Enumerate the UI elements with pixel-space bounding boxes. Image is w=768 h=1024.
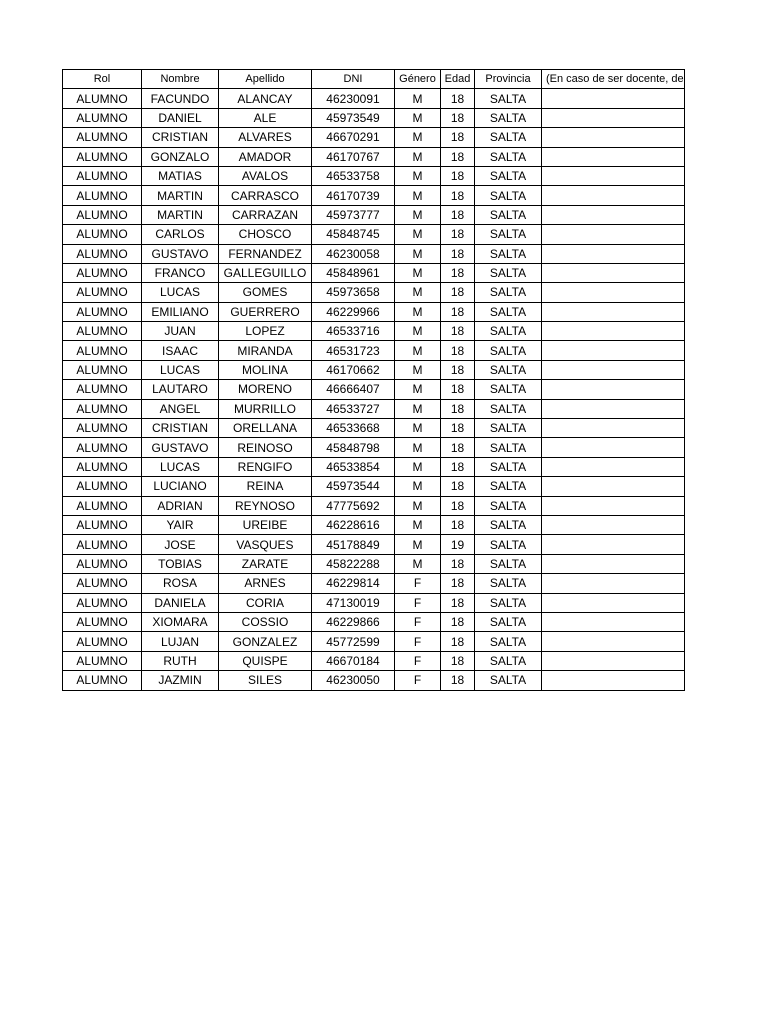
- cell-edad: 18: [441, 360, 475, 379]
- cell-nombre: MARTIN: [142, 205, 219, 224]
- cell-nombre: ADRIAN: [142, 496, 219, 515]
- cell-provincia: SALTA: [475, 380, 542, 399]
- cell-docente-note: [542, 574, 685, 593]
- cell-nombre: LUCAS: [142, 283, 219, 302]
- cell-rol: ALUMNO: [63, 496, 142, 515]
- cell-apellido: MIRANDA: [219, 341, 312, 360]
- cell-nombre: GUSTAVO: [142, 244, 219, 263]
- cell-rol: ALUMNO: [63, 263, 142, 282]
- cell-nombre: TOBIAS: [142, 554, 219, 573]
- cell-docente-note: [542, 593, 685, 612]
- cell-genero: M: [395, 108, 441, 127]
- cell-nombre: EMILIANO: [142, 302, 219, 321]
- cell-docente-note: [542, 671, 685, 690]
- cell-rol: ALUMNO: [63, 89, 142, 108]
- cell-docente-note: [542, 477, 685, 496]
- cell-nombre: LUJAN: [142, 632, 219, 651]
- table-body: [63, 89, 685, 690]
- cell-docente-note: [542, 399, 685, 418]
- cell-edad: 18: [441, 380, 475, 399]
- cell-edad: 18: [441, 632, 475, 651]
- table-row: [63, 166, 685, 185]
- cell-docente-note: [542, 360, 685, 379]
- cell-apellido: MORENO: [219, 380, 312, 399]
- cell-docente-note: [542, 147, 685, 166]
- cell-apellido: REYNOSO: [219, 496, 312, 515]
- header-provincia: Provincia: [475, 70, 542, 89]
- cell-dni: 46230050: [312, 671, 395, 690]
- cell-edad: 18: [441, 651, 475, 670]
- cell-docente-note: [542, 380, 685, 399]
- cell-apellido: GUERRERO: [219, 302, 312, 321]
- cell-genero: M: [395, 496, 441, 515]
- cell-provincia: SALTA: [475, 244, 542, 263]
- cell-edad: 18: [441, 593, 475, 612]
- cell-rol: ALUMNO: [63, 477, 142, 496]
- cell-genero: M: [395, 380, 441, 399]
- cell-nombre: LUCAS: [142, 457, 219, 476]
- cell-dni: 46229966: [312, 302, 395, 321]
- cell-apellido: AMADOR: [219, 147, 312, 166]
- cell-apellido: ALVARES: [219, 128, 312, 147]
- cell-genero: M: [395, 205, 441, 224]
- cell-provincia: SALTA: [475, 457, 542, 476]
- cell-edad: 18: [441, 341, 475, 360]
- cell-dni: 47130019: [312, 593, 395, 612]
- cell-rol: ALUMNO: [63, 554, 142, 573]
- table-row: [63, 574, 685, 593]
- table-row: [63, 302, 685, 321]
- cell-docente-note: [542, 128, 685, 147]
- cell-edad: 18: [441, 89, 475, 108]
- header-row: [63, 70, 685, 89]
- cell-edad: 18: [441, 263, 475, 282]
- cell-edad: 19: [441, 535, 475, 554]
- cell-rol: ALUMNO: [63, 515, 142, 534]
- cell-rol: ALUMNO: [63, 166, 142, 185]
- cell-dni: 45772599: [312, 632, 395, 651]
- student-roster-table: [62, 69, 685, 691]
- cell-dni: 46670184: [312, 651, 395, 670]
- cell-edad: 18: [441, 302, 475, 321]
- cell-dni: 46533758: [312, 166, 395, 185]
- table-row: [63, 612, 685, 631]
- cell-apellido: GALLEGUILLO: [219, 263, 312, 282]
- cell-provincia: SALTA: [475, 419, 542, 438]
- cell-nombre: FRANCO: [142, 263, 219, 282]
- cell-provincia: SALTA: [475, 89, 542, 108]
- cell-docente-note: [542, 302, 685, 321]
- cell-genero: M: [395, 244, 441, 263]
- cell-docente-note: [542, 108, 685, 127]
- cell-genero: M: [395, 457, 441, 476]
- cell-genero: M: [395, 89, 441, 108]
- table-row: [63, 554, 685, 573]
- cell-docente-note: [542, 186, 685, 205]
- cell-apellido: ALANCAY: [219, 89, 312, 108]
- cell-nombre: CRISTIAN: [142, 128, 219, 147]
- cell-genero: F: [395, 593, 441, 612]
- table-row: [63, 535, 685, 554]
- cell-dni: 46229814: [312, 574, 395, 593]
- table-row: [63, 632, 685, 651]
- cell-dni: 45848961: [312, 263, 395, 282]
- cell-nombre: MARTIN: [142, 186, 219, 205]
- table-row: [63, 380, 685, 399]
- cell-rol: ALUMNO: [63, 128, 142, 147]
- cell-provincia: SALTA: [475, 322, 542, 341]
- cell-nombre: DANIEL: [142, 108, 219, 127]
- cell-apellido: REINOSO: [219, 438, 312, 457]
- cell-genero: F: [395, 671, 441, 690]
- table-row: [63, 419, 685, 438]
- cell-nombre: JOSE: [142, 535, 219, 554]
- cell-rol: ALUMNO: [63, 380, 142, 399]
- header-nombre: Nombre: [142, 70, 219, 89]
- cell-edad: 18: [441, 671, 475, 690]
- cell-rol: ALUMNO: [63, 419, 142, 438]
- cell-docente-note: [542, 89, 685, 108]
- cell-provincia: SALTA: [475, 399, 542, 418]
- cell-docente-note: [542, 496, 685, 515]
- cell-nombre: JAZMIN: [142, 671, 219, 690]
- cell-genero: F: [395, 574, 441, 593]
- cell-apellido: VASQUES: [219, 535, 312, 554]
- cell-dni: 45973549: [312, 108, 395, 127]
- cell-provincia: SALTA: [475, 341, 542, 360]
- cell-docente-note: [542, 322, 685, 341]
- cell-rol: ALUMNO: [63, 457, 142, 476]
- cell-nombre: XIOMARA: [142, 612, 219, 631]
- table-row: [63, 108, 685, 127]
- cell-apellido: LOPEZ: [219, 322, 312, 341]
- cell-provincia: SALTA: [475, 574, 542, 593]
- table-row: [63, 89, 685, 108]
- cell-nombre: GUSTAVO: [142, 438, 219, 457]
- cell-apellido: ZARATE: [219, 554, 312, 573]
- table-row: [63, 147, 685, 166]
- cell-genero: M: [395, 302, 441, 321]
- cell-genero: M: [395, 322, 441, 341]
- cell-docente-note: [542, 457, 685, 476]
- cell-rol: ALUMNO: [63, 535, 142, 554]
- cell-edad: 18: [441, 419, 475, 438]
- cell-edad: 18: [441, 496, 475, 515]
- table-row: [63, 341, 685, 360]
- cell-genero: F: [395, 632, 441, 651]
- cell-edad: 18: [441, 225, 475, 244]
- cell-nombre: GONZALO: [142, 147, 219, 166]
- cell-edad: 18: [441, 515, 475, 534]
- cell-provincia: SALTA: [475, 496, 542, 515]
- cell-docente-note: [542, 651, 685, 670]
- table-row: [63, 205, 685, 224]
- cell-nombre: JUAN: [142, 322, 219, 341]
- table-row: [63, 360, 685, 379]
- table-row: [63, 399, 685, 418]
- cell-genero: M: [395, 438, 441, 457]
- cell-genero: M: [395, 341, 441, 360]
- cell-edad: 18: [441, 244, 475, 263]
- cell-docente-note: [542, 632, 685, 651]
- cell-genero: M: [395, 554, 441, 573]
- cell-nombre: CRISTIAN: [142, 419, 219, 438]
- table-row: [63, 438, 685, 457]
- cell-rol: ALUMNO: [63, 651, 142, 670]
- cell-provincia: SALTA: [475, 651, 542, 670]
- cell-apellido: SILES: [219, 671, 312, 690]
- cell-apellido: ARNES: [219, 574, 312, 593]
- cell-edad: 18: [441, 283, 475, 302]
- cell-docente-note: [542, 612, 685, 631]
- cell-edad: 18: [441, 574, 475, 593]
- cell-genero: M: [395, 147, 441, 166]
- cell-apellido: CORIA: [219, 593, 312, 612]
- cell-genero: M: [395, 360, 441, 379]
- header-edad: Edad: [441, 70, 475, 89]
- cell-apellido: ORELLANA: [219, 419, 312, 438]
- cell-edad: 18: [441, 205, 475, 224]
- cell-dni: 45178849: [312, 535, 395, 554]
- cell-nombre: LUCAS: [142, 360, 219, 379]
- cell-provincia: SALTA: [475, 166, 542, 185]
- cell-nombre: ANGEL: [142, 399, 219, 418]
- table-row: [63, 457, 685, 476]
- table-row: [63, 515, 685, 534]
- cell-provincia: SALTA: [475, 360, 542, 379]
- cell-genero: M: [395, 128, 441, 147]
- cell-dni: 46533716: [312, 322, 395, 341]
- cell-rol: ALUMNO: [63, 225, 142, 244]
- cell-dni: 46170767: [312, 147, 395, 166]
- cell-dni: 45848798: [312, 438, 395, 457]
- cell-genero: M: [395, 515, 441, 534]
- cell-provincia: SALTA: [475, 225, 542, 244]
- cell-apellido: CARRASCO: [219, 186, 312, 205]
- cell-apellido: QUISPE: [219, 651, 312, 670]
- cell-rol: ALUMNO: [63, 205, 142, 224]
- cell-rol: ALUMNO: [63, 438, 142, 457]
- cell-dni: 46666407: [312, 380, 395, 399]
- cell-dni: 45822288: [312, 554, 395, 573]
- cell-dni: 46531723: [312, 341, 395, 360]
- cell-rol: ALUMNO: [63, 108, 142, 127]
- cell-nombre: YAIR: [142, 515, 219, 534]
- cell-edad: 18: [441, 399, 475, 418]
- cell-edad: 18: [441, 612, 475, 631]
- cell-apellido: GONZALEZ: [219, 632, 312, 651]
- cell-provincia: SALTA: [475, 593, 542, 612]
- cell-nombre: CARLOS: [142, 225, 219, 244]
- cell-provincia: SALTA: [475, 108, 542, 127]
- cell-rol: ALUMNO: [63, 671, 142, 690]
- cell-docente-note: [542, 535, 685, 554]
- table-row: [63, 128, 685, 147]
- cell-dni: 46229866: [312, 612, 395, 631]
- table-row: [63, 283, 685, 302]
- cell-rol: ALUMNO: [63, 632, 142, 651]
- cell-edad: 18: [441, 108, 475, 127]
- cell-provincia: SALTA: [475, 632, 542, 651]
- cell-dni: 46170662: [312, 360, 395, 379]
- cell-genero: F: [395, 651, 441, 670]
- cell-docente-note: [542, 225, 685, 244]
- cell-nombre: FACUNDO: [142, 89, 219, 108]
- cell-genero: M: [395, 263, 441, 282]
- cell-rol: ALUMNO: [63, 612, 142, 631]
- cell-docente-note: [542, 166, 685, 185]
- cell-edad: 18: [441, 438, 475, 457]
- cell-provincia: SALTA: [475, 554, 542, 573]
- cell-dni: 45973544: [312, 477, 395, 496]
- table-row: [63, 186, 685, 205]
- table-row: [63, 263, 685, 282]
- cell-nombre: ROSA: [142, 574, 219, 593]
- cell-nombre: RUTH: [142, 651, 219, 670]
- cell-apellido: RENGIFO: [219, 457, 312, 476]
- cell-provincia: SALTA: [475, 128, 542, 147]
- cell-provincia: SALTA: [475, 302, 542, 321]
- cell-genero: F: [395, 612, 441, 631]
- cell-apellido: UREIBE: [219, 515, 312, 534]
- header-rol: Rol: [63, 70, 142, 89]
- cell-rol: ALUMNO: [63, 574, 142, 593]
- table-row: [63, 651, 685, 670]
- cell-rol: ALUMNO: [63, 399, 142, 418]
- cell-provincia: SALTA: [475, 535, 542, 554]
- cell-rol: ALUMNO: [63, 341, 142, 360]
- cell-apellido: FERNANDEZ: [219, 244, 312, 263]
- table-row: [63, 671, 685, 690]
- table-row: [63, 225, 685, 244]
- cell-edad: 18: [441, 128, 475, 147]
- cell-apellido: CARRAZAN: [219, 205, 312, 224]
- cell-genero: M: [395, 477, 441, 496]
- cell-genero: M: [395, 399, 441, 418]
- cell-genero: M: [395, 166, 441, 185]
- cell-edad: 18: [441, 554, 475, 573]
- cell-apellido: ALE: [219, 108, 312, 127]
- cell-docente-note: [542, 438, 685, 457]
- cell-nombre: LUCIANO: [142, 477, 219, 496]
- cell-rol: ALUMNO: [63, 322, 142, 341]
- cell-dni: 46170739: [312, 186, 395, 205]
- cell-provincia: SALTA: [475, 438, 542, 457]
- cell-rol: ALUMNO: [63, 360, 142, 379]
- cell-provincia: SALTA: [475, 205, 542, 224]
- table-row: [63, 322, 685, 341]
- cell-edad: 18: [441, 166, 475, 185]
- cell-docente-note: [542, 283, 685, 302]
- header-apellido: Apellido: [219, 70, 312, 89]
- cell-provincia: SALTA: [475, 283, 542, 302]
- cell-rol: ALUMNO: [63, 147, 142, 166]
- cell-genero: M: [395, 535, 441, 554]
- cell-apellido: AVALOS: [219, 166, 312, 185]
- cell-rol: ALUMNO: [63, 593, 142, 612]
- cell-dni: 45848745: [312, 225, 395, 244]
- cell-docente-note: [542, 263, 685, 282]
- cell-dni: 46230058: [312, 244, 395, 263]
- cell-dni: 45973658: [312, 283, 395, 302]
- cell-edad: 18: [441, 322, 475, 341]
- header-docente-note: (En caso de ser docente, de: [542, 70, 685, 89]
- cell-docente-note: [542, 554, 685, 573]
- cell-rol: ALUMNO: [63, 244, 142, 263]
- cell-provincia: SALTA: [475, 147, 542, 166]
- cell-dni: 46533854: [312, 457, 395, 476]
- cell-nombre: ISAAC: [142, 341, 219, 360]
- cell-docente-note: [542, 515, 685, 534]
- cell-docente-note: [542, 205, 685, 224]
- cell-genero: M: [395, 419, 441, 438]
- cell-docente-note: [542, 419, 685, 438]
- cell-provincia: SALTA: [475, 671, 542, 690]
- table-row: [63, 244, 685, 263]
- cell-dni: 46228616: [312, 515, 395, 534]
- cell-rol: ALUMNO: [63, 283, 142, 302]
- cell-nombre: MATIAS: [142, 166, 219, 185]
- cell-apellido: MURRILLO: [219, 399, 312, 418]
- cell-edad: 18: [441, 147, 475, 166]
- cell-provincia: SALTA: [475, 263, 542, 282]
- cell-dni: 45973777: [312, 205, 395, 224]
- cell-genero: M: [395, 186, 441, 205]
- cell-provincia: SALTA: [475, 477, 542, 496]
- cell-docente-note: [542, 244, 685, 263]
- table-row: [63, 593, 685, 612]
- header-genero: Género: [395, 70, 441, 89]
- cell-apellido: GOMES: [219, 283, 312, 302]
- cell-dni: 46533727: [312, 399, 395, 418]
- cell-dni: 46230091: [312, 89, 395, 108]
- cell-dni: 46533668: [312, 419, 395, 438]
- cell-genero: M: [395, 283, 441, 302]
- cell-edad: 18: [441, 477, 475, 496]
- cell-genero: M: [395, 225, 441, 244]
- table-row: [63, 477, 685, 496]
- cell-rol: ALUMNO: [63, 186, 142, 205]
- cell-nombre: DANIELA: [142, 593, 219, 612]
- cell-apellido: COSSIO: [219, 612, 312, 631]
- cell-provincia: SALTA: [475, 515, 542, 534]
- cell-apellido: CHOSCO: [219, 225, 312, 244]
- cell-provincia: SALTA: [475, 186, 542, 205]
- cell-provincia: SALTA: [475, 612, 542, 631]
- header-dni: DNI: [312, 70, 395, 89]
- cell-nombre: LAUTARO: [142, 380, 219, 399]
- cell-edad: 18: [441, 457, 475, 476]
- cell-docente-note: [542, 341, 685, 360]
- cell-edad: 18: [441, 186, 475, 205]
- table-row: [63, 496, 685, 515]
- cell-rol: ALUMNO: [63, 302, 142, 321]
- cell-dni: 46670291: [312, 128, 395, 147]
- cell-dni: 47775692: [312, 496, 395, 515]
- cell-apellido: MOLINA: [219, 360, 312, 379]
- cell-apellido: REINA: [219, 477, 312, 496]
